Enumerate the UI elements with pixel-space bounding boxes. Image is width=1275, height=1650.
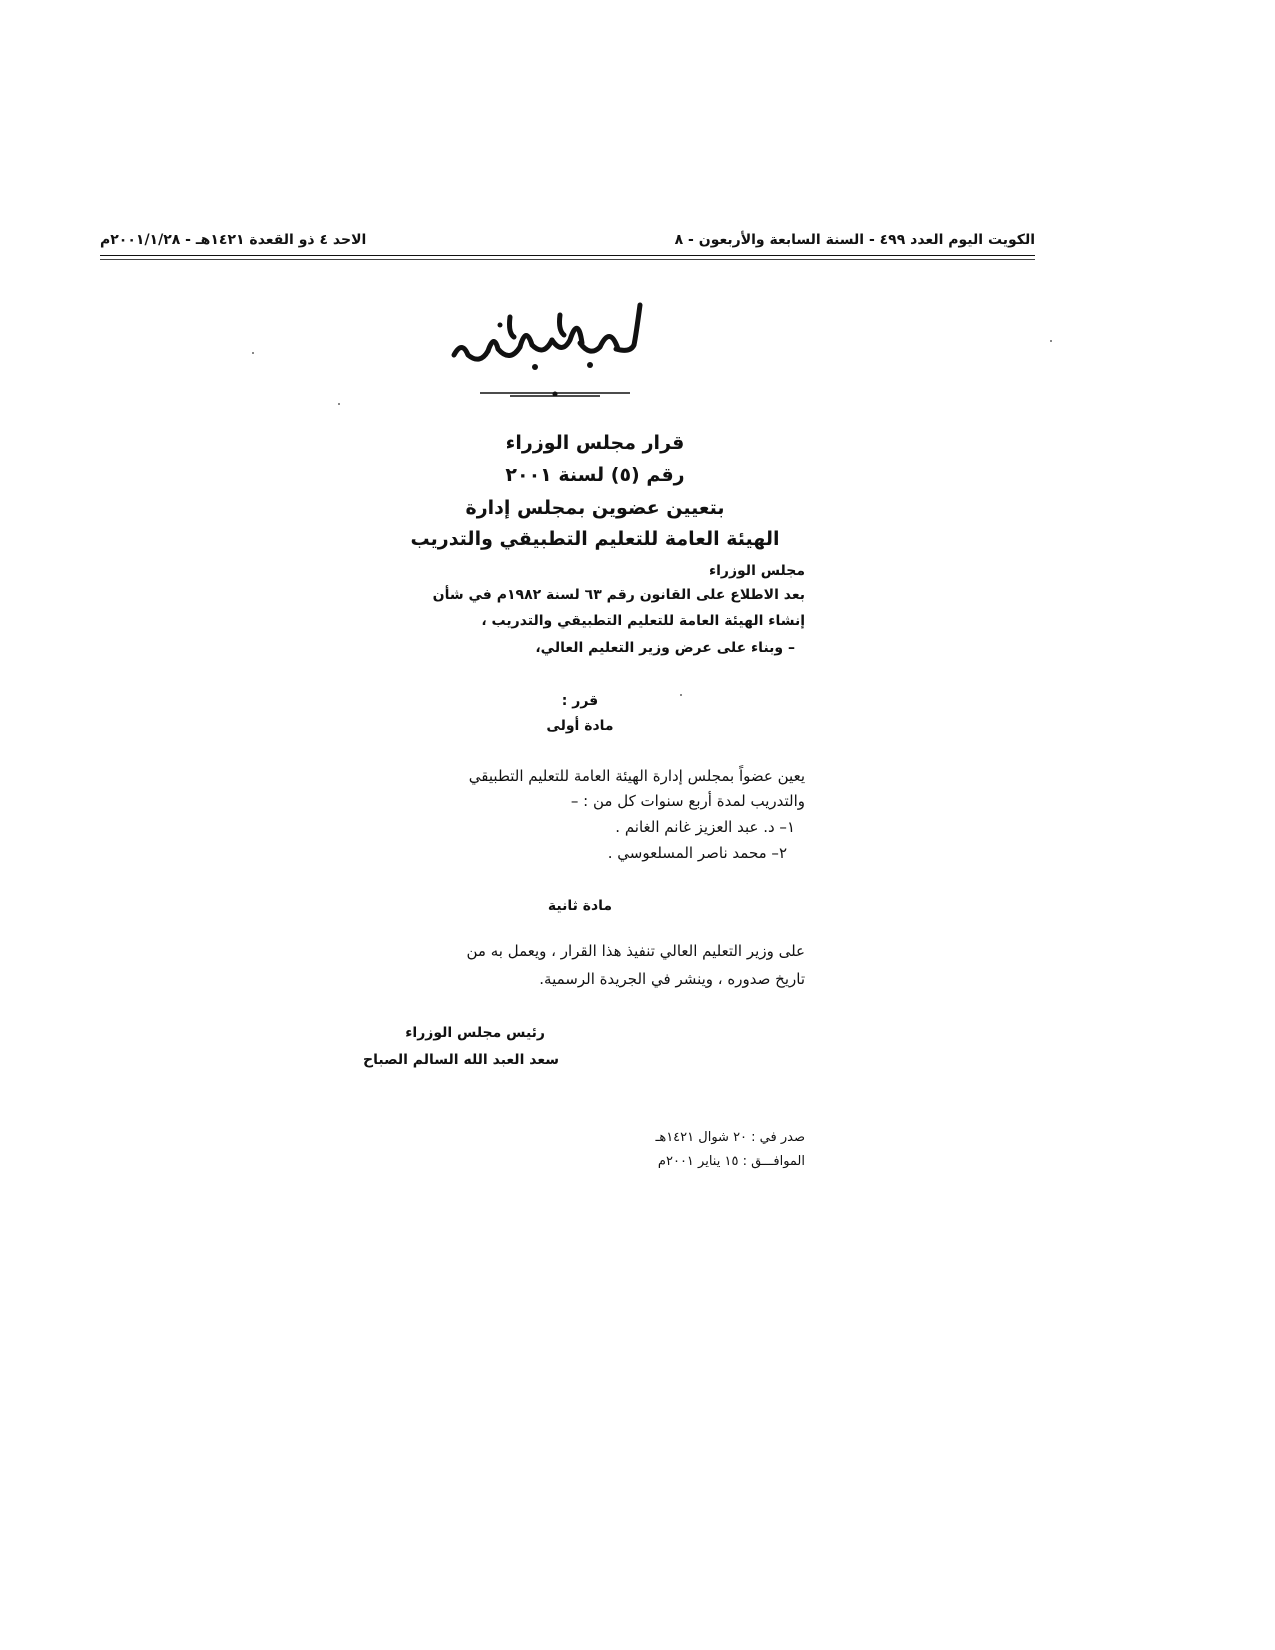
council-calligraphy-logo [440,285,670,405]
article1-text: يعين عضواً بمجلس إدارة الهيئة العامة للتعليم التطبيقي [468,767,805,785]
header-issue-info: الكويت اليوم العدد ٤٩٩ - السنة السابعة والأربعون - ٨ [674,232,1035,248]
signature-name: سعد العبد الله السالم الصباح [363,1052,559,1068]
issue-date: صدر في : ٢٠ شوال ١٤٢١هـ [655,1130,805,1145]
decided-label: قرر : [561,693,599,709]
article1-heading: مادة أولى [546,718,614,734]
scan-speck [1050,340,1052,342]
scan-speck [252,352,254,354]
header-rule [100,255,1035,256]
decree-subject-line2: الهيئة العامة للتعليم التطبيقي والتدريب [410,528,780,550]
header-rule-thin [100,259,1035,260]
gregorian-date: الموافـــق : ١٥ يناير ٢٠٠١م [657,1154,805,1169]
scan-speck [338,403,340,405]
article2-text: تاريخ صدوره ، وينشر في الجريدة الرسمية. [539,970,805,988]
decree-subject-line1: بتعيين عضوين بمجلس إدارة [465,497,725,519]
article1-member: ٢– محمد ناصر المسلعوسي . [607,844,787,862]
preamble-line: بعد الاطلاع على القانون رقم ٦٣ لسنة ١٩٨٢م في شأن [432,587,805,603]
scan-speck [680,694,682,696]
preamble-line: إنشاء الهيئة العامة للتعليم التطبيقي والتدريب ، [481,613,805,629]
signature-title: رئيس مجلس الوزراء [405,1025,545,1041]
preamble-line: – وبناء على عرض وزير التعليم العالي، [535,640,795,656]
article1-member: ١– د. عبد العزيز غانم الغانم . [615,818,795,836]
article2-heading: مادة ثانية [547,898,613,914]
header-date: الاحد ٤ ذو القعدة ١٤٢١هـ - ٢٠٠١/١/٢٨م [100,232,367,248]
article1-text: والتدريب لمدة أربع سنوات كل من : – [570,792,805,810]
preamble-issuer: مجلس الوزراء [708,563,805,579]
council-logo-icon [440,285,670,405]
decree-number: رقم (٥) لسنة ٢٠٠١ [505,464,685,486]
article2-text: على وزير التعليم العالي تنفيذ هذا القرار ، ويعمل به من [466,942,805,960]
decree-title: قرار مجلس الوزراء [505,432,685,454]
